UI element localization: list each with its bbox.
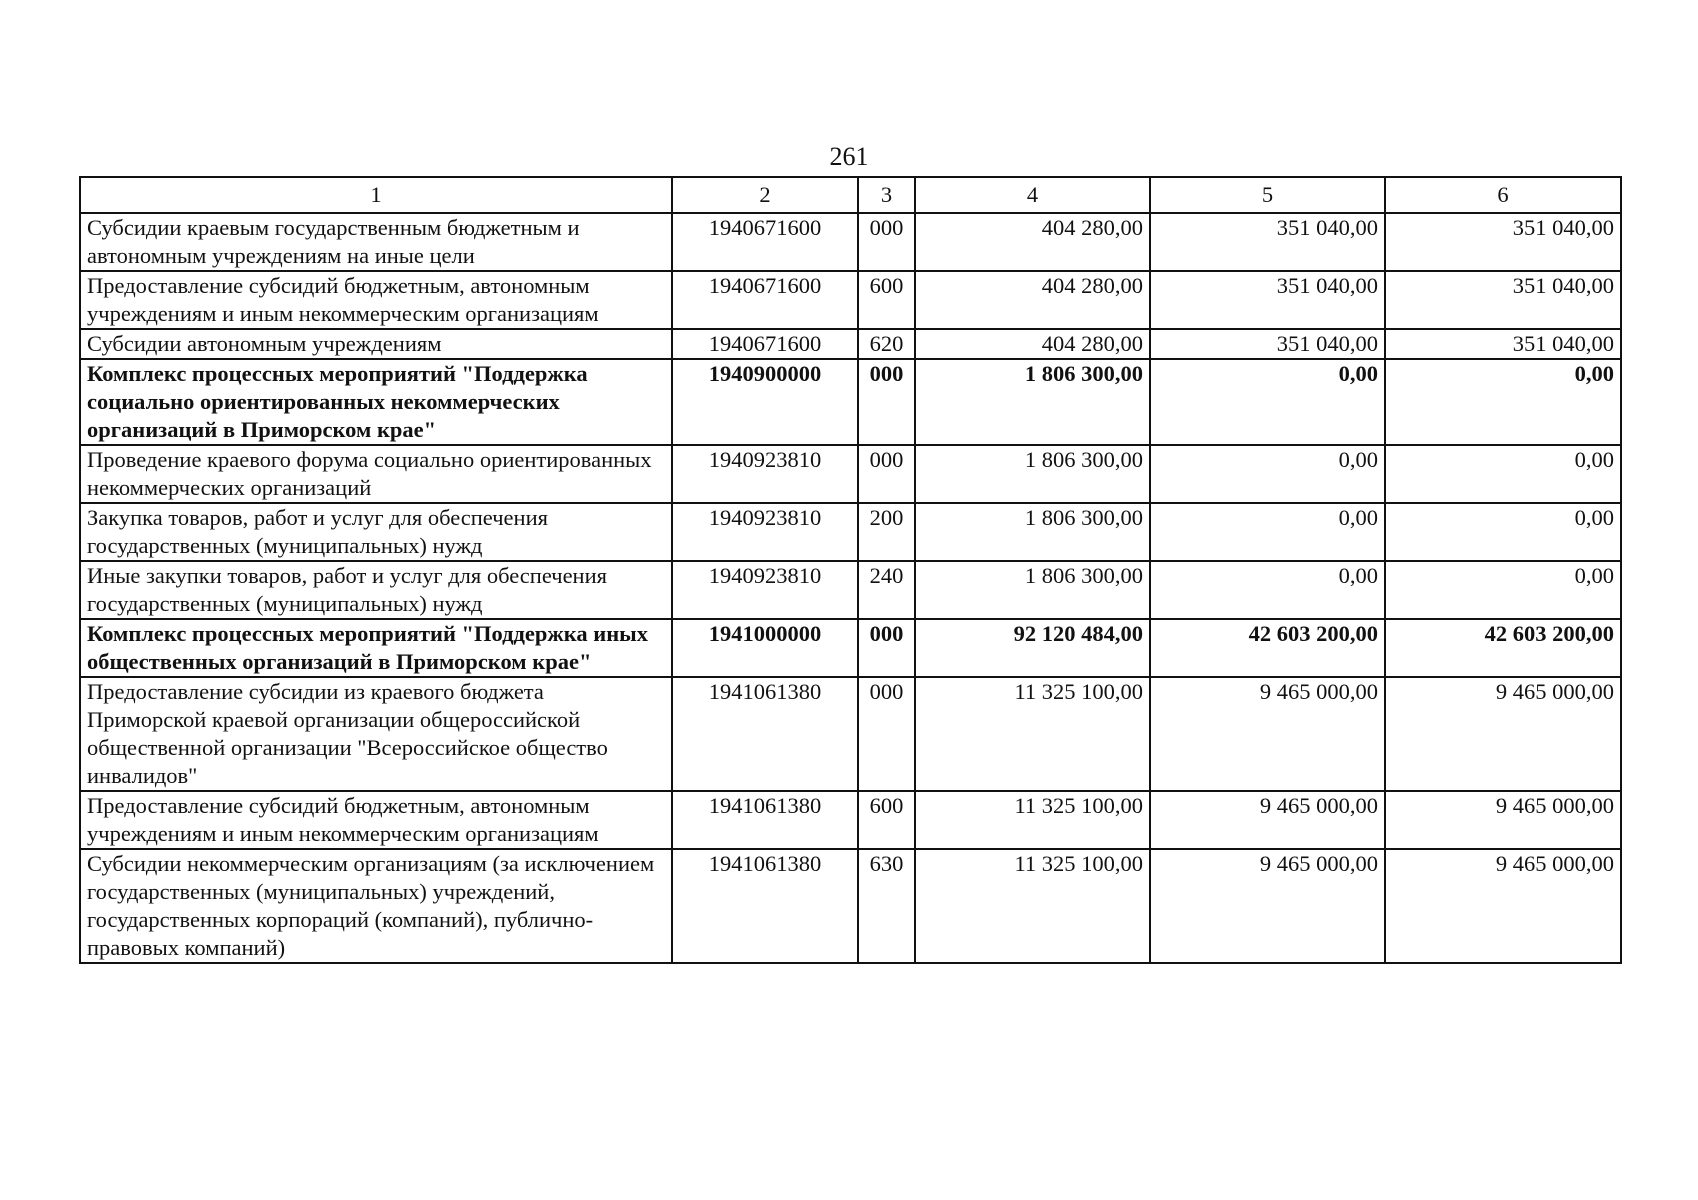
row-amount-col4: 1 806 300,00 (915, 359, 1150, 445)
row-code-cell: 1941061380 (672, 677, 858, 791)
row-amount-col4: 92 120 484,00 (915, 619, 1150, 677)
row-vr-cell: 630 (858, 849, 915, 963)
row-code-cell: 1940671600 (672, 329, 858, 359)
row-amount-col5: 0,00 (1150, 503, 1385, 561)
row-amount-col4: 11 325 100,00 (915, 849, 1150, 963)
row-name-cell: Проведение краевого форума социально ориентированных некоммерческих организаций (80, 445, 672, 503)
row-code-cell: 1940923810 (672, 561, 858, 619)
table-row (80, 271, 1621, 329)
row-name-cell: Субсидии некоммерческим организациям (за исключением государственных (муниципальных) учреждений, государственных корпораций (компаний), публично-правовых компаний) (80, 849, 672, 963)
row-vr-cell: 240 (858, 561, 915, 619)
table-row (80, 619, 1621, 677)
row-name-cell: Субсидии краевым государственным бюджетным и автономным учреждениям на иные цели (80, 213, 672, 271)
row-amount-col5: 351 040,00 (1150, 213, 1385, 271)
row-amount-col5: 9 465 000,00 (1150, 849, 1385, 963)
column-header-3: 3 (858, 177, 915, 213)
row-amount-col5: 0,00 (1150, 445, 1385, 503)
row-name-cell: Иные закупки товаров, работ и услуг для обеспечения государственных (муниципальных) нужд (80, 561, 672, 619)
row-code-cell: 1941000000 (672, 619, 858, 677)
column-header-5: 5 (1150, 177, 1385, 213)
row-code-cell: 1940671600 (672, 213, 858, 271)
row-amount-col5: 42 603 200,00 (1150, 619, 1385, 677)
row-vr-cell: 000 (858, 445, 915, 503)
table-row (80, 329, 1621, 359)
table-row (80, 445, 1621, 503)
row-amount-col6: 351 040,00 (1385, 329, 1621, 359)
row-amount-col4: 404 280,00 (915, 213, 1150, 271)
row-amount-col6: 9 465 000,00 (1385, 677, 1621, 791)
column-header-1: 1 (80, 177, 672, 213)
table-row (80, 791, 1621, 849)
row-name-cell: Комплекс процессных мероприятий "Поддержка иных общественных организаций в Приморском крае" (80, 619, 672, 677)
row-amount-col5: 351 040,00 (1150, 329, 1385, 359)
column-header-6: 6 (1385, 177, 1621, 213)
table-body (80, 213, 1621, 963)
row-code-cell: 1940671600 (672, 271, 858, 329)
row-amount-col6: 0,00 (1385, 503, 1621, 561)
page-number: 261 (829, 142, 869, 171)
row-amount-col4: 1 806 300,00 (915, 503, 1150, 561)
row-vr-cell: 620 (858, 329, 915, 359)
row-amount-col6: 9 465 000,00 (1385, 791, 1621, 849)
row-amount-col5: 351 040,00 (1150, 271, 1385, 329)
row-amount-col6: 351 040,00 (1385, 213, 1621, 271)
table-row (80, 213, 1621, 271)
row-name-cell: Предоставление субсидий бюджетным, автономным учреждениям и иным некоммерческим организациям (80, 791, 672, 849)
row-amount-col6: 0,00 (1385, 445, 1621, 503)
row-amount-col5: 0,00 (1150, 359, 1385, 445)
table-header-row (80, 177, 1621, 213)
row-vr-cell: 000 (858, 359, 915, 445)
table-row (80, 849, 1621, 963)
row-code-cell: 1940923810 (672, 503, 858, 561)
row-amount-col5: 9 465 000,00 (1150, 677, 1385, 791)
row-amount-col6: 0,00 (1385, 359, 1621, 445)
row-amount-col5: 9 465 000,00 (1150, 791, 1385, 849)
column-header-4: 4 (915, 177, 1150, 213)
row-name-cell: Закупка товаров, работ и услуг для обеспечения государственных (муниципальных) нужд (80, 503, 672, 561)
row-name-cell: Субсидии автономным учреждениям (80, 329, 672, 359)
row-name-cell: Предоставление субсидии из краевого бюджета Приморской краевой организации общероссийской общественной организации "Всероссийское общество инвалидов" (80, 677, 672, 791)
row-vr-cell: 600 (858, 271, 915, 329)
column-header-2: 2 (672, 177, 858, 213)
row-amount-col6: 9 465 000,00 (1385, 849, 1621, 963)
row-amount-col4: 11 325 100,00 (915, 677, 1150, 791)
row-amount-col4: 1 806 300,00 (915, 445, 1150, 503)
row-amount-col6: 351 040,00 (1385, 271, 1621, 329)
row-amount-col4: 11 325 100,00 (915, 791, 1150, 849)
row-vr-cell: 000 (858, 619, 915, 677)
row-vr-cell: 000 (858, 213, 915, 271)
row-name-cell: Комплекс процессных мероприятий "Поддержка социально ориентированных некоммерческих организаций в Приморском крае" (80, 359, 672, 445)
row-amount-col5: 0,00 (1150, 561, 1385, 619)
table-row (80, 503, 1621, 561)
row-vr-cell: 200 (858, 503, 915, 561)
row-amount-col6: 42 603 200,00 (1385, 619, 1621, 677)
row-code-cell: 1940900000 (672, 359, 858, 445)
table-row (80, 561, 1621, 619)
row-vr-cell: 600 (858, 791, 915, 849)
row-code-cell: 1940923810 (672, 445, 858, 503)
row-amount-col4: 404 280,00 (915, 271, 1150, 329)
budget-table (79, 176, 1622, 964)
table-row (80, 359, 1621, 445)
row-amount-col6: 0,00 (1385, 561, 1621, 619)
row-amount-col4: 1 806 300,00 (915, 561, 1150, 619)
table-row (80, 677, 1621, 791)
row-vr-cell: 000 (858, 677, 915, 791)
row-code-cell: 1941061380 (672, 849, 858, 963)
row-code-cell: 1941061380 (672, 791, 858, 849)
row-amount-col4: 404 280,00 (915, 329, 1150, 359)
row-name-cell: Предоставление субсидий бюджетным, автономным учреждениям и иным некоммерческим организациям (80, 271, 672, 329)
